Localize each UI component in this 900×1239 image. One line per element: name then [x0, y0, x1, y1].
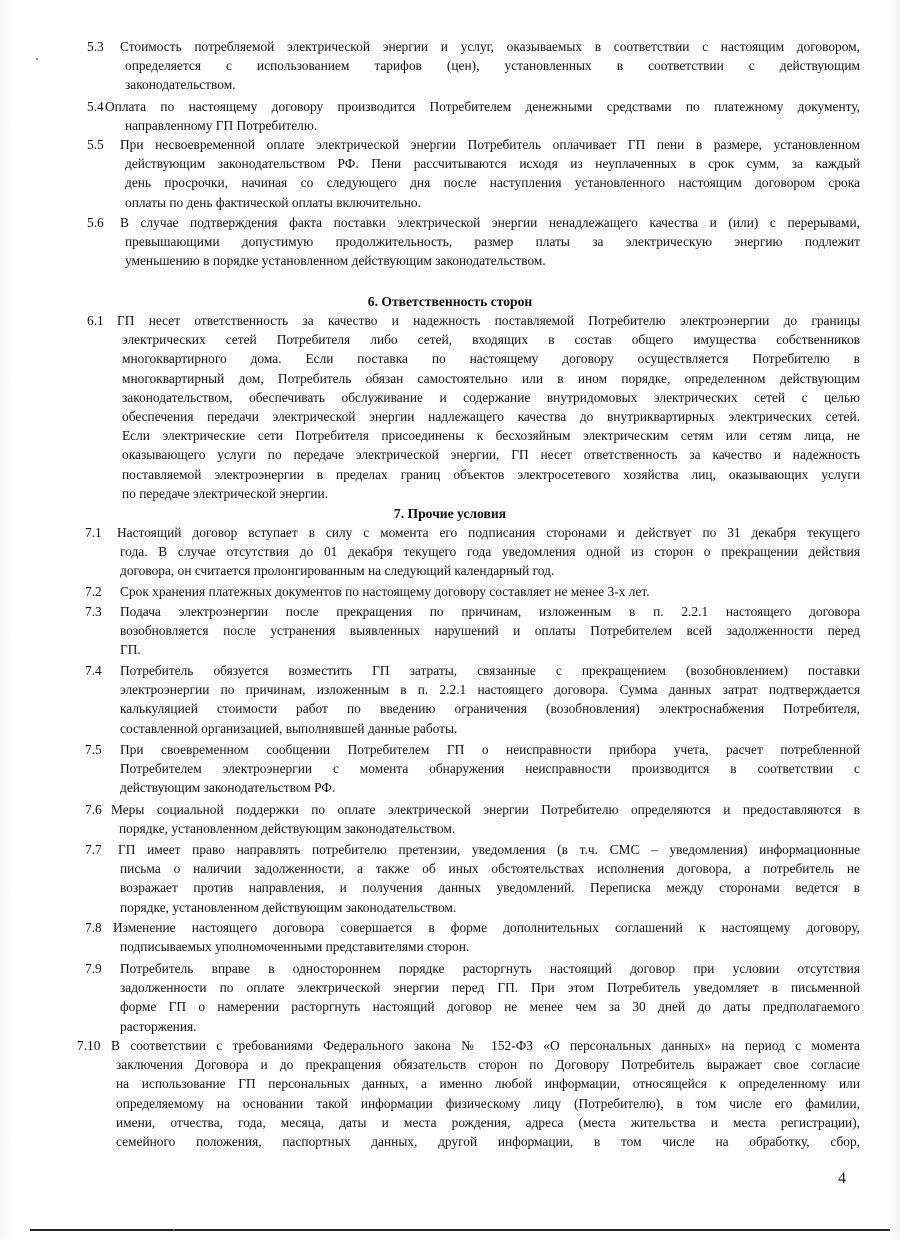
clause-number: 7.10 [77, 1038, 101, 1053]
clause-text-line: Срок хранения платежных документов по настоящему договору составляет не менее 3-х лет. [120, 584, 650, 599]
clause-number: 6.1 [87, 313, 104, 328]
clause-text-line: оказывающего услуги по передаче электрической энергии, ГП несет ответственность за качество и надежность [122, 447, 860, 463]
clause-text-line: ГП. [120, 642, 141, 658]
clause-number: 7.6 [85, 802, 102, 817]
clause-number: 5.6 [87, 215, 104, 230]
clause-text-line: порядке, установленном действующим законодательством. [119, 821, 456, 837]
clause-text-line: письма о наличии задолженности, а также об иных обстоятельствах исполнения договора, а потребитель не [120, 861, 860, 877]
clause-text-line: Настоящий договор вступает в силу с момента его подписания сторонами и действует по 31 декабря текущего [117, 525, 860, 540]
clause-number: 7.1 [85, 525, 102, 540]
clause-text-line: При несвоевременной оплате электрической энергии Потребитель оплачивает ГП пени в размере, установленном [120, 137, 860, 152]
clause-text-line: определяемому на основании такой информации физическому лицу (Потребителю), в том числе его фамилии, [116, 1095, 860, 1111]
clause-text-line: на использование ГП персональных данных, а именно любой информации, относящейся к определенному или [116, 1076, 860, 1092]
clause-text-line: многоквартирного дома. Если поставка по настоящему договору осуществляется Потребителю в [122, 351, 860, 367]
clause-text-line: семейного положения, паспортных данных, другой информации, в том числе на обработку, сбор, [116, 1134, 860, 1150]
clause-number: 7.2 [85, 584, 102, 599]
clause-number: 5.5 [87, 137, 104, 152]
scan-speck [36, 58, 38, 60]
clause-text-line: ГП несет ответственность за качество и надежность поставляемой Потребителю электроэнергии до границы [117, 313, 860, 328]
clause-text-line: Стоимость потребляемой электрической энергии и услуг, оказываемых в соответствии с настоящим договором, [120, 39, 860, 54]
clause-text-line: порядке, установленном действующим законодательством. [120, 899, 457, 915]
scan-speck [173, 1229, 175, 1231]
clause-text-line: составленной организацией, выполнявшей данные работы. [120, 720, 458, 736]
clause-number: 7.4 [85, 663, 102, 678]
clause-text-line: заключения Договора и до прекращения обязательств сторон по Договору Потребитель выражает свое согласие [116, 1057, 860, 1073]
clause-text-line: законодательством, обеспечивать обслуживание и содержание внутридомовых электрических сетей с целью [122, 389, 860, 405]
clause-text-line: В соответствии с требованиями Федерального закона № 152-ФЗ «О персональных данных» на период с момента [111, 1038, 860, 1053]
clause-number: 5.3 [87, 39, 104, 54]
clause-text-line: действующим законодательством РФ. Пени рассчитываются исходя из неуплаченных в срок сумм, за каждый [125, 156, 860, 172]
clause-text-line: уменьшению в порядке установленном действующим законодательством. [125, 253, 546, 269]
clause-text-line: договора, он считается пролонгированным на следующий календарный год. [120, 563, 555, 579]
clause-text-line: электрических сетей Потребителя либо сетей, входящих в состав общего имущества собственников [122, 332, 860, 348]
clause-text-line: подписываемых уполномоченными представителями сторон. [120, 939, 470, 955]
section-6-heading: 6. Ответственность сторон [367, 294, 533, 309]
clause-text-line: ГП имеет право направлять потребителю претензии, уведомления (в т.ч. СМС – уведомления) информационные [118, 842, 860, 857]
clause-text-line: При своевременном сообщении Потребителем ГП о неисправности прибора учета, расчет потребленной [120, 742, 860, 757]
clause-text-line: форме ГП о намерении расторгнуть настоящий договор не менее чем за 30 дней до даты предполагаемого [120, 999, 860, 1015]
clause-text-line: калькуляцией стоимости работ по введению ограничения (возобновления) электроснабжения Потребителя, [120, 701, 860, 717]
clause-text-line: обеспечения передачи электрической энергии надлежащего качества до внутриквартирных электрических сетей. [122, 409, 860, 425]
clause-text-line: года. В случае отсутствия до 01 декабря текущего года уведомления одной из сторон о прекращении действия [120, 544, 860, 560]
clause-text-line: имени, отчества, года, месяца, даты и места рождения, адреса (места жительства и места регистрации), [116, 1114, 860, 1130]
clause-text-line: В случае подтверждения факта поставки электрической энергии ненадлежащего качества и (или) с перерывами, [120, 215, 860, 230]
clause-text-line: направленному ГП Потребителю. [125, 118, 318, 134]
clause-text-line: превышающими допустимую продолжительность, размер платы за электрическую энергию подлежит [125, 234, 860, 250]
clause-text-line: определяется с использованием тарифов (цен), установленных в соответствии с действующим [125, 58, 860, 74]
clause-text-line: возражает против направления, и получения данных уведомлений. Переписка между сторонами ведется в [120, 880, 860, 896]
clause-text-line: возобновляется после устранения выявленных нарушений и оплаты Потребителем всей задолженности перед [120, 623, 860, 639]
clause-number: 7.5 [85, 742, 102, 757]
clause-text-line: Меры социальной поддержки по оплате электрической энергии Потребителю определяются и предоставляются в [111, 802, 860, 817]
clause-text-line: Оплата по настоящему договору производится Потребителем денежными средствами по платежному документу, [105, 99, 860, 114]
clause-text-line: оплаты по день фактической оплаты включительно. [125, 194, 421, 210]
clause-text-line: по передаче электрической энергии. [122, 485, 329, 501]
clause-text-line: Потребитель обязуется возместить ГП затраты, связанные с прекращением (возобновлением) поставки [120, 663, 860, 678]
clause-text-line: электроэнергии по причинам, изложенным в п. 2.2.1 настоящего договора. Сумма данных затрат подтверждается [120, 682, 860, 698]
clause-text-line: Потребителем электроэнергии с момента обнаружения неисправности производится в соответствии с [120, 761, 860, 777]
clause-text-line: действующим законодательством РФ. [120, 780, 336, 796]
clause-text-line: поставляемой электроэнергии в пределах границ объектов электросетевого хозяйства лиц, оказывающих услуги [122, 466, 860, 482]
clause-number: 7.7 [85, 842, 102, 857]
clause-text-line: Изменение настоящего договора совершается в форме дополнительных соглашений к настоящему договору, [113, 920, 860, 935]
clause-text-line: законодательством. [125, 77, 236, 93]
clause-text-line: Подача электроэнергии после прекращения по причинам, изложенным в п. 2.2.1 настоящего договора [120, 604, 860, 619]
clause-text-line: задолженности по оплате электрической энергии перед ГП. При этом Потребитель уведомляет в письменной [120, 980, 860, 996]
page-number: 4 [838, 1170, 846, 1187]
clause-text-line: расторжения. [120, 1018, 197, 1034]
page-bottom-edge [30, 1229, 890, 1231]
clause-text-line: Потребитель вправе в одностороннем порядке расторгнуть настоящий договор при условии отсутствия [120, 961, 860, 976]
clause-text-line: день просрочки, начиная со следующего дня после наступления установленного настоящим договором срока [125, 175, 860, 191]
clause-number: 7.9 [85, 961, 102, 976]
clause-number: 5.4 [87, 99, 104, 114]
clause-text-line: многоквартирный дом, Потребитель обязан самостоятельно или в ином порядке, определенном действующим [122, 370, 860, 386]
clause-number: 7.8 [85, 920, 102, 935]
clause-number: 7.3 [85, 604, 102, 619]
section-7-heading: 7. Прочие условия [393, 506, 507, 521]
clause-text-line: Если электрические сети Потребителя присоединены к бесхозяйным электрическим сетям или сетям лица, не [122, 428, 860, 444]
